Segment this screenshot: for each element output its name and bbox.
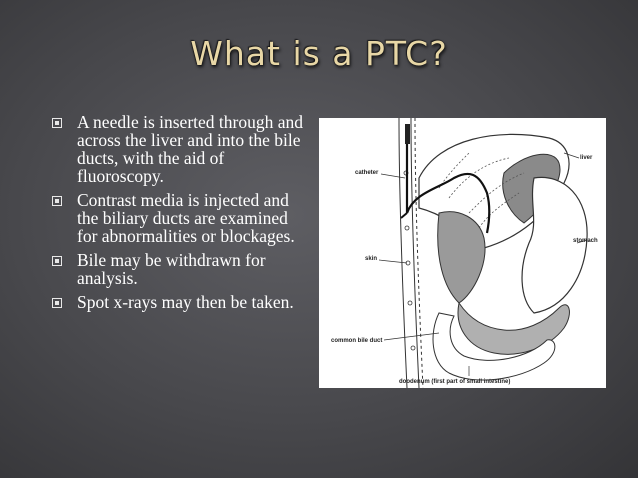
bullet-item	[52, 251, 312, 287]
ptc-anatomy-diagram	[319, 118, 606, 388]
label-stomach: stomach	[573, 238, 598, 244]
gallbladder-shape	[438, 212, 485, 303]
bullet-item	[52, 113, 312, 185]
label-catheter: catheter	[355, 170, 379, 176]
bullet-text: A needle is inserted through and across the liver and into the bile ducts, with the aid of fluoroscopy.	[77, 112, 303, 186]
square-bullet-icon	[52, 298, 62, 308]
square-bullet-icon	[52, 256, 62, 266]
bullet-text: Contrast media is injected and the biliary ducts are examined for abnormalities or blockages.	[77, 190, 295, 246]
label-common-bile-duct: common bile duct	[331, 338, 383, 344]
bullet-item	[52, 191, 312, 245]
bullet-text: Bile may be withdrawn for analysis.	[77, 250, 266, 288]
bullet-list	[52, 113, 312, 317]
label-liver: liver	[580, 155, 593, 161]
square-bullet-icon	[52, 118, 62, 128]
bullet-item	[52, 293, 312, 311]
square-bullet-icon	[52, 196, 62, 206]
label-skin: skin	[365, 256, 378, 262]
label-duodenum: doodenum (first part of small intestine)	[399, 379, 511, 385]
bullet-text: Spot x-rays may then be taken.	[77, 292, 294, 312]
slide-title: What is a PTC?	[190, 34, 448, 73]
